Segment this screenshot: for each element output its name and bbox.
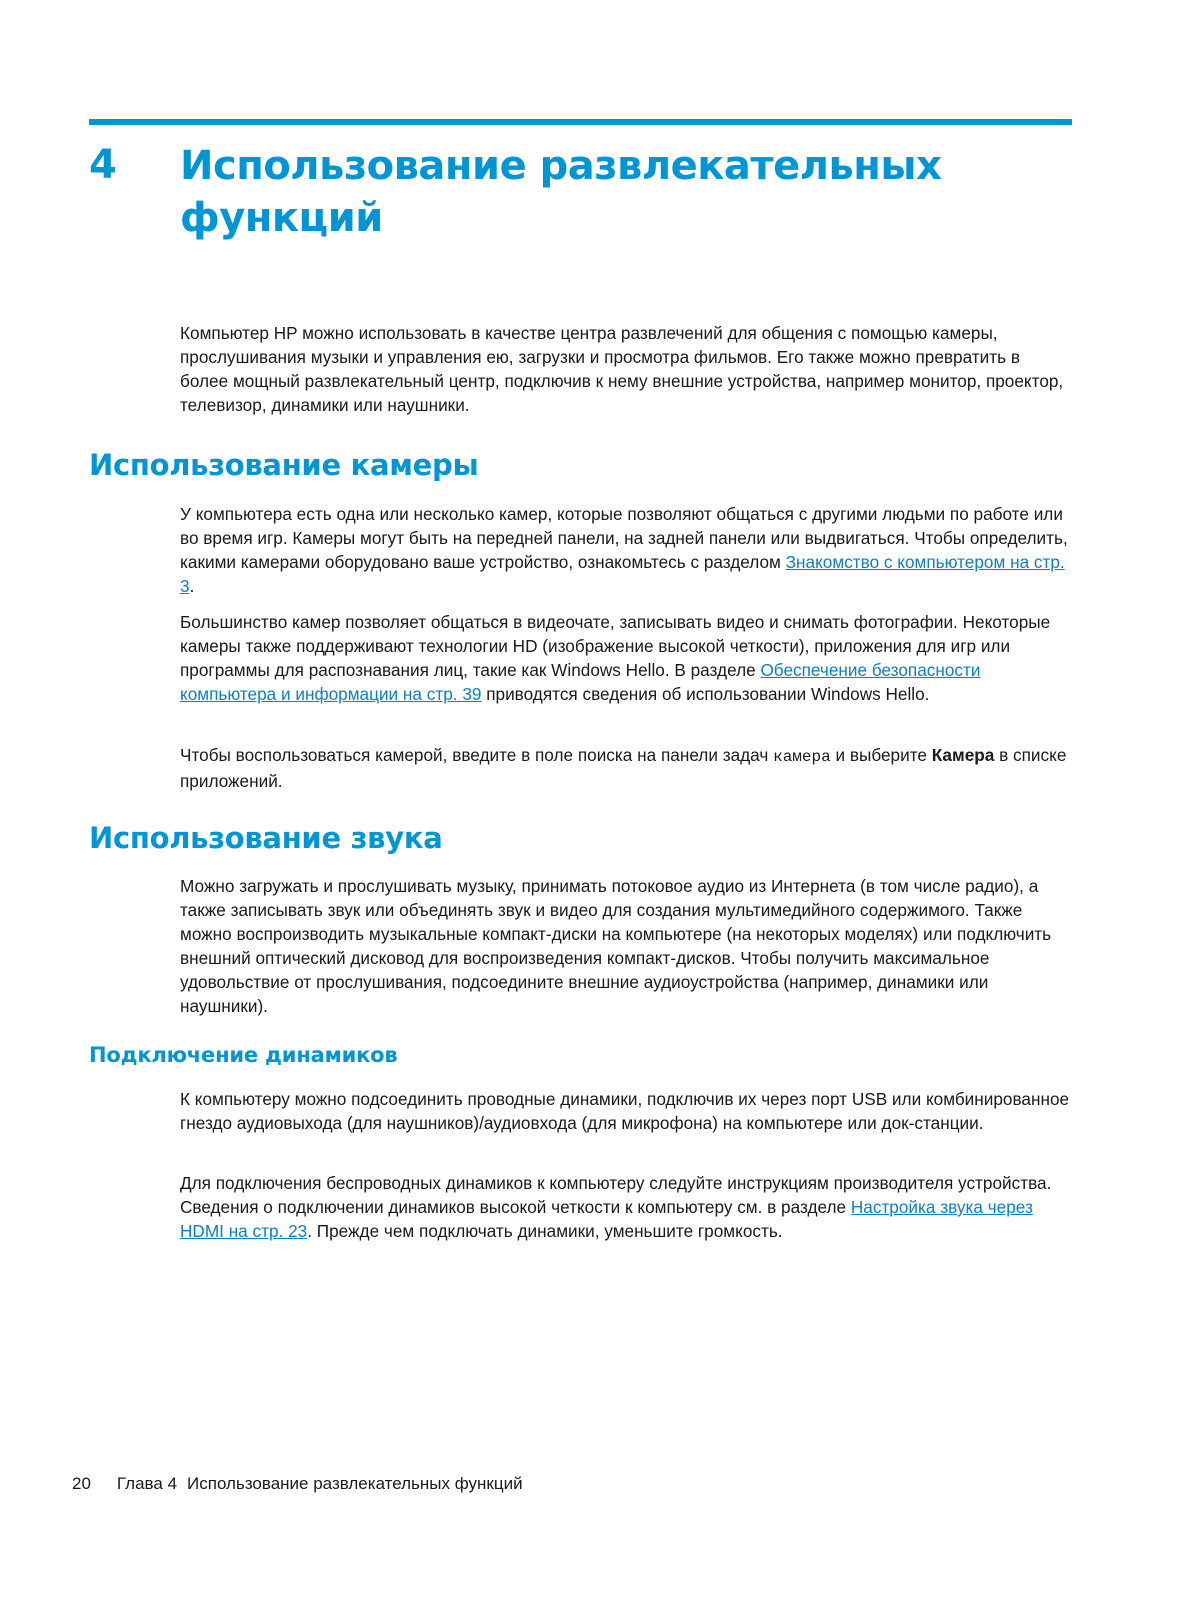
camera-p3-text: Чтобы воспользоваться камерой, введите в поле поиска на панели задач <box>180 745 774 765</box>
camera-paragraph-1 <box>180 502 1070 598</box>
speakers-paragraph-2 <box>180 1171 1070 1243</box>
link-security[interactable]: Обеспечение безопасности компьютера и информации на стр. 39 <box>180 660 981 704</box>
intro-paragraph: Компьютер HP можно использовать в качестве центра развлечений для общения с помощью камеры, прослушивания музыки и управления ею, загрузки и просмотра фильмов. Его также можно превратить в более мощный развлекательный центр, подключив к нему внешние устройства, например монитор, проектор, телевизор, динамики или наушники. <box>180 323 1064 415</box>
chapter-number: 4 <box>89 142 117 188</box>
camera-p1-text: У компьютера есть одна или несколько камер, которые позволяют общаться с другими людьми по работе или во время игр. Камеры могут быть на передней панели, на задней панели или выдвигаться. Чтобы определить, какими камерами оборудовано ваше устройство, ознакомьтесь с разделом <box>180 504 1068 572</box>
heading-speakers: Подключение динамиков <box>89 1043 398 1067</box>
camera-p3-mid: и выберите <box>830 745 932 765</box>
heading-camera: Использование камеры <box>89 448 479 482</box>
camera-search-term: камера <box>773 748 831 766</box>
speakers-p2-end: . Прежде чем подключать динамики, уменьшите громкость. <box>307 1221 783 1241</box>
footer-page-number: 20 <box>72 1474 91 1493</box>
footer-chapter-title: Использование развлекательных функций <box>187 1474 523 1493</box>
chapter-top-rule <box>89 119 1072 125</box>
footer-chapter-label: Глава 4 <box>116 1474 178 1493</box>
link-getting-to-know-computer[interactable]: Знакомство с компьютером на стр. 3 <box>180 552 1065 596</box>
heading-sound: Использование звука <box>89 821 443 855</box>
camera-paragraph-3 <box>180 743 1070 793</box>
chapter-title: Использование развлекательных функций <box>180 143 942 241</box>
camera-app-name: Камера <box>931 745 995 765</box>
camera-p3-end: в списке приложений. <box>180 745 1067 791</box>
page-footer <box>72 1472 523 1496</box>
camera-paragraph-2 <box>180 610 1070 706</box>
sound-paragraph: Можно загружать и прослушивать музыку, принимать потоковое аудио из Интернета (в том числе радио), а также записывать звук или объединять звук и видео для создания мультимедийного содержимого. Также можно воспроизводить музыкальные компакт-диски на компьютере (на некоторых моделях) или подключить внешний оптический дисковод для воспроизведения компакт-дисков. Чтобы получить максимальное удовольствие от прослушивания, подсоедините внешние аудиоустройства (например, динамики или наушники). <box>180 876 1052 1016</box>
camera-p2-end: приводятся сведения об использовании Windows Hello. <box>481 684 930 704</box>
camera-p2-text: Большинство камер позволяет общаться в видеочате, записывать видео и снимать фотографии. Некоторые камеры также поддерживают технологии HD (изображение высокой четкости), приложения для игр или программы для распознавания лиц, такие как Windows Hello. В разделе <box>180 612 1051 680</box>
speakers-p2-text: Для подключения беспроводных динамиков к компьютеру следуйте инструкциям производителя устройства. Сведения о подключении динамиков высокой четкости к компьютеру см. в разделе <box>180 1173 1052 1217</box>
link-hdmi-audio[interactable]: Настройка звука через HDMI на стр. 23 <box>180 1197 1033 1241</box>
camera-p1-end: . <box>189 576 195 596</box>
speakers-paragraph-1: К компьютеру можно подсоединить проводные динамики, подключив их через порт USB или комбинированное гнездо аудиовыхода (для наушников)/аудиовхода (для микрофона) на компьютере или док-станции. <box>180 1089 1070 1133</box>
